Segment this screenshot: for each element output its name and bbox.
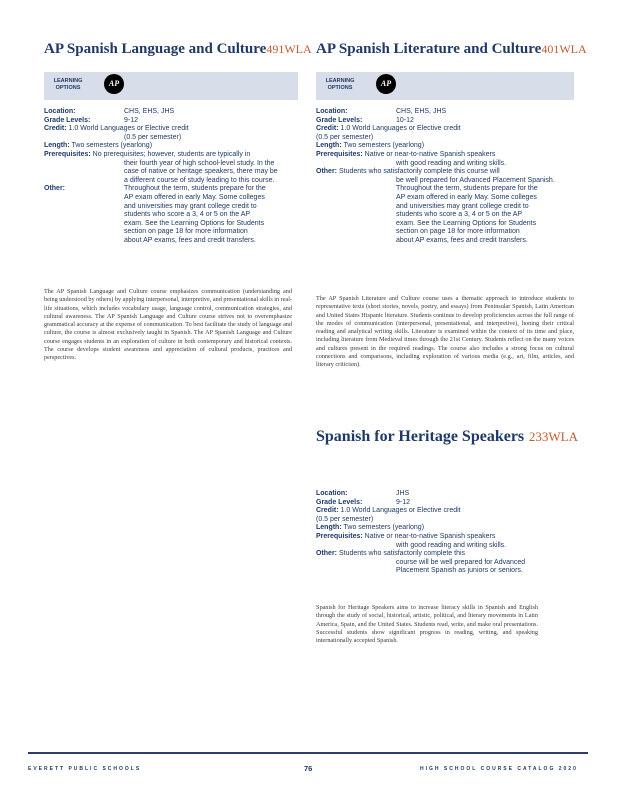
prereq-label: Prerequisites:	[316, 532, 363, 540]
length-label: Length:	[44, 142, 70, 150]
page-footer	[28, 752, 588, 782]
credit-value: 1.0 World Languages or Elective credit	[68, 125, 189, 133]
credit-sub: (0.5 per semester)	[124, 133, 182, 141]
badge-label: OPTIONS	[55, 85, 81, 91]
badge-label: OPTIONS	[327, 85, 353, 91]
learning-options-badge	[44, 72, 298, 100]
other-line: be well prepared for Advanced Placement Spanish.	[396, 176, 555, 184]
grades-label: Grade Levels:	[316, 498, 363, 506]
credit-sub: (0.5 per semester)	[316, 133, 374, 141]
other-line: Throughout the term, students prepare for the	[396, 185, 538, 193]
learning-options-badge	[316, 72, 574, 100]
prereq-line: their fourth year of high school-level study. In the	[124, 159, 275, 167]
prereq-line: Native or near-to-native Spanish speakers	[364, 150, 496, 158]
left-description: The AP Spanish Language and Culture course emphasizes communication (understanding and being understood by others) by applying interpersonal, interpretive, and presentational skills in real-life situations, which includes vocabulary usage, language control, communication strategies, and cultural awareness. The AP Spanish Language and Culture course strives not to overemphasize grammatical accuracy at the expense of communication. To best facilitate the study of language and culture, the course is almost exclusively taught in Spanish. The AP Spanish Language and Culture course engages students in an exploration of culture in both contemporary and historical contexts. The course develops student awareness and appreciation of cultural products, practices and perspectives.	[44, 288, 292, 362]
length-label: Length:	[316, 524, 342, 532]
length-value: Two semesters (yearlong)	[343, 524, 425, 532]
left-course	[44, 40, 312, 58]
right-course-info	[316, 108, 578, 246]
other-line: exam. See the Learning Options for Students	[396, 219, 537, 227]
ap-icon: AP	[104, 74, 124, 94]
location-label: Location:	[316, 490, 348, 497]
other-line: Throughout the term, students prepare for the	[124, 185, 266, 193]
prereq-line: No prerequisites; however, students are typically in	[92, 150, 251, 158]
prereq-line: with good reading and writing skills.	[396, 541, 507, 549]
course-code: 233WLA	[528, 429, 578, 444]
course-title	[316, 40, 587, 58]
left-course-info	[44, 108, 302, 246]
credit-sub: (0.5 per semester)	[316, 515, 374, 523]
heritage-course-info	[316, 490, 578, 576]
other-line: section on page 18 for more information	[124, 228, 248, 236]
course-name: AP Spanish Literature and Culture	[316, 41, 542, 57]
credit-value: 1.0 World Languages or Elective credit	[340, 507, 461, 515]
other-line: course will be well prepared for Advanced	[396, 558, 526, 566]
other-line: Placement Spanish as juniors or seniors.	[396, 567, 523, 575]
other-line: students who score a 3, 4 or 5 on the AP	[396, 211, 523, 219]
badge-label: LEARNING	[325, 78, 355, 84]
right-course	[316, 40, 587, 58]
other-label: Other:	[316, 550, 337, 558]
footer-rule	[28, 752, 588, 754]
credit-label: Credit:	[316, 125, 339, 133]
location-value: CHS, EHS, JHS	[124, 108, 175, 115]
other-line: exam. See the Learning Options for Students	[124, 219, 265, 227]
location-label: Location:	[44, 108, 76, 115]
course-code: 491WLA	[266, 42, 312, 56]
prereq-label: Prerequisites:	[316, 150, 363, 158]
other-line: AP exam offered in early May. Some colleges	[396, 193, 537, 201]
grades-value: 9-12	[124, 116, 139, 124]
page-number: 76	[304, 764, 313, 773]
location-value: CHS, EHS, JHS	[396, 108, 447, 115]
other-label: Other:	[44, 185, 65, 193]
credit-label: Credit:	[316, 507, 339, 515]
other-line: section on page 18 for more information	[396, 228, 520, 236]
ap-icon: AP	[376, 74, 396, 94]
course-name: AP Spanish Language and Culture	[44, 41, 267, 57]
grades-label: Grade Levels:	[44, 116, 91, 124]
length-value: Two semesters (yearlong)	[71, 142, 153, 150]
other-line: Students who satisfactorily complete this course will	[338, 168, 500, 176]
right-description: The AP Spanish Literature and Culture course uses a thematic approach to introduce students to representative texts (short stories, novels, poetry, and essays) from Peninsular Spanish, Latin American and United States Hispanic literature. Students continue to develop proficiencies across the full range of the modes of communication (interpersonal, presentational, and interpretive), honing their critical reading and analytical writing skills. Literature is examined within the context of its time and place, including literature from Medieval times through the 21st Century. Students reflect on the many voices and cultures present in the required readings. The course also includes a strong focus on cultural connections and comparisons, including exploration of various media (e.g., art, film, articles, and literary criticism).	[316, 295, 574, 369]
grades-label: Grade Levels:	[316, 116, 363, 124]
prereq-line: case of native or heritage speakers, there may be	[124, 168, 278, 176]
location-label: Location:	[316, 108, 348, 115]
prereq-line: with good reading and writing skills.	[396, 159, 507, 167]
other-line: and universities may grant college credit to	[396, 202, 529, 210]
credit-value: 1.0 World Languages or Elective credit	[340, 125, 461, 133]
prereq-line: Native or near-to-native Spanish speakers	[364, 532, 496, 540]
course-name: Spanish for Heritage Speakers	[316, 428, 525, 445]
grades-value: 9-12	[396, 498, 411, 506]
prereq-line: a different course of study leading to this course.	[124, 176, 275, 184]
other-line: about AP exams, fees and credit transfers.	[396, 236, 528, 244]
course-title	[44, 40, 312, 58]
other-line: and universities may grant college credit to	[124, 202, 257, 210]
length-label: Length:	[316, 142, 342, 150]
other-line: about AP exams, fees and credit transfers.	[124, 236, 256, 244]
other-label: Other:	[316, 168, 337, 176]
other-line: AP exam offered in early May. Some colleges	[124, 193, 265, 201]
course-code: 401WLA	[541, 42, 587, 56]
badge-label: LEARNING	[53, 78, 83, 84]
heritage-description: Spanish for Heritage Speakers aims to increase literacy skills in Spanish and English through the study of social, historical, artistic, political, and literary movements in Latin America, Spain, and the United States. Students read, write, and make oral presentations. Successful students show significant progress in reading, writing, and speaking internationally accepted Spanish.	[316, 604, 538, 645]
location-value: JHS	[396, 490, 410, 497]
prereq-label: Prerequisites:	[44, 150, 91, 158]
grades-value: 10-12	[396, 116, 414, 124]
other-line: students who score a 3, 4 or 5 on the AP	[124, 211, 251, 219]
heritage-course	[316, 428, 578, 446]
other-line: Students who satisfactorily complete this	[338, 550, 466, 558]
credit-label: Credit:	[44, 125, 67, 133]
course-title	[316, 428, 578, 446]
footer-left: EVERETT PUBLIC SCHOOLS	[28, 766, 142, 772]
footer-right: HIGH SCHOOL COURSE CATALOG 2020	[420, 766, 578, 772]
length-value: Two semesters (yearlong)	[343, 142, 425, 150]
